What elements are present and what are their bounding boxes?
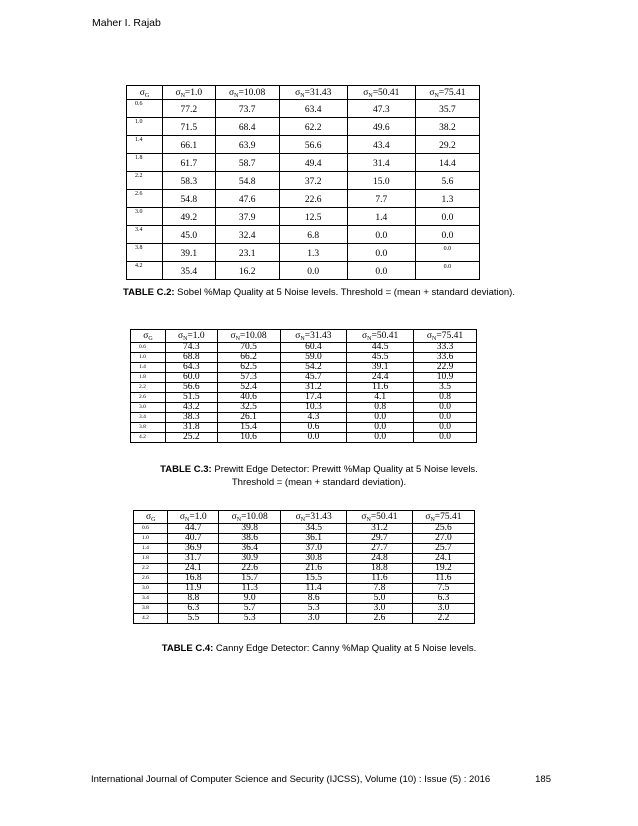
sigma-g-cell: 3.0 (127, 208, 163, 226)
table-cell: 0.0 (347, 423, 414, 433)
table-row (131, 353, 477, 363)
table-cell: 24.1 (168, 564, 219, 574)
table-cell: 54.8 (215, 172, 279, 190)
table-row (127, 244, 480, 262)
table-row (134, 574, 475, 584)
table-cell: 0.0 (347, 244, 415, 262)
sigma-g-cell: 2.2 (131, 383, 166, 393)
table-cell: 4.1 (347, 393, 414, 403)
table-cell: 10.6 (217, 433, 280, 443)
column-header: $\sigma_N=1.0$ (163, 86, 216, 100)
table-cell: 14.4 (415, 154, 479, 172)
table-row (134, 594, 475, 604)
table-cell: 0.0 (415, 244, 479, 262)
sigma-g-cell: 2.2 (127, 172, 163, 190)
column-header: $\sigma_G$ (131, 330, 166, 343)
table-cell: 34.5 (281, 524, 347, 534)
table-cell: 0.8 (347, 403, 414, 413)
table-cell: 64.3 (166, 363, 218, 373)
table-cell: 31.2 (347, 524, 413, 534)
column-header: $\sigma_G$ (127, 86, 163, 100)
column-header: $\sigma_N=1.0$ (168, 511, 219, 524)
table-cell: 71.5 (163, 118, 216, 136)
table-row (127, 154, 480, 172)
table-cell: 22.9 (414, 363, 477, 373)
table-cell: 5.7 (219, 604, 281, 614)
column-header: $\sigma_N=10.08$ (217, 330, 280, 343)
column-header: $\sigma_G$ (134, 511, 168, 524)
sigma-g-cell: 1.0 (134, 534, 168, 544)
table-cell: 0.0 (414, 423, 477, 433)
table-cell: 70.5 (217, 343, 280, 353)
table-cell: 49.2 (163, 208, 216, 226)
table-cell: 45.0 (163, 226, 216, 244)
sigma-g-cell: 4.2 (131, 433, 166, 443)
sigma-g-cell: 3.4 (131, 413, 166, 423)
table-cell: 66.1 (163, 136, 216, 154)
table-cell: 24.4 (347, 373, 414, 383)
table-row (131, 413, 477, 423)
table-row (131, 363, 477, 373)
sigma-g-cell: 1.4 (131, 363, 166, 373)
table-row (134, 554, 475, 564)
table-cell: 0.0 (280, 433, 347, 443)
table-cell: 0.0 (347, 413, 414, 423)
table-cell: 38.2 (415, 118, 479, 136)
table-cell: 43.2 (166, 403, 218, 413)
table-cell: 61.7 (163, 154, 216, 172)
table-cell: 27.7 (347, 544, 413, 554)
table-row (131, 343, 477, 353)
table-cell: 11.4 (281, 584, 347, 594)
table-row (134, 524, 475, 534)
table-cell: 0.8 (414, 393, 477, 403)
table-cell: 22.6 (279, 190, 347, 208)
sigma-g-cell: 1.0 (131, 353, 166, 363)
table-row (127, 208, 480, 226)
table-cell: 30.8 (281, 554, 347, 564)
table-row (127, 226, 480, 244)
table-cell: 31.4 (347, 154, 415, 172)
table-cell: 0.0 (414, 403, 477, 413)
column-header: $\sigma_N=10.08$ (215, 86, 279, 100)
table-cell: 25.2 (166, 433, 218, 443)
table-cell: 25.6 (412, 524, 474, 534)
table-cell: 40.7 (168, 534, 219, 544)
table-row (131, 423, 477, 433)
table-cell: 9.0 (219, 594, 281, 604)
table-cell: 0.0 (414, 433, 477, 443)
table-header-row (134, 511, 475, 524)
table-cell: 47.6 (215, 190, 279, 208)
table-cell: 62.5 (217, 363, 280, 373)
table-cell: 23.1 (215, 244, 279, 262)
table-row (134, 564, 475, 574)
table-cell: 59.0 (280, 353, 347, 363)
sigma-g-cell: 1.8 (131, 373, 166, 383)
column-header: $\sigma_N=50.41$ (347, 330, 414, 343)
table-cell: 45.7 (280, 373, 347, 383)
sigma-g-cell: 1.4 (127, 136, 163, 154)
table-cell: 11.6 (412, 574, 474, 584)
table-cell: 19.2 (412, 564, 474, 574)
sigma-g-cell: 2.2 (134, 564, 168, 574)
sigma-g-cell: 0.6 (131, 343, 166, 353)
table-cell: 39.1 (347, 363, 414, 373)
column-header: $\sigma_N=75.41$ (412, 511, 474, 524)
column-header: $\sigma_N=31.43$ (281, 511, 347, 524)
column-header: $\sigma_N=75.41$ (414, 330, 477, 343)
table-cell: 36.9 (168, 544, 219, 554)
table-cell: 12.5 (279, 208, 347, 226)
table-row (131, 403, 477, 413)
table-cell: 0.0 (347, 226, 415, 244)
table-cell: 31.2 (280, 383, 347, 393)
table-row (131, 393, 477, 403)
table-cell: 29.7 (347, 534, 413, 544)
table-cell: 68.8 (166, 353, 218, 363)
page-footer (91, 774, 551, 785)
table-cell: 40.6 (217, 393, 280, 403)
table-row (134, 584, 475, 594)
table-cell: 44.7 (168, 524, 219, 534)
table-cell: 66.2 (217, 353, 280, 363)
table-cell: 0.6 (280, 423, 347, 433)
sigma-g-cell: 2.6 (131, 393, 166, 403)
table-cell: 54.2 (280, 363, 347, 373)
table-cell: 38.6 (219, 534, 281, 544)
table-cell: 52.4 (217, 383, 280, 393)
table-cell: 27.0 (412, 534, 474, 544)
table-cell: 5.5 (168, 614, 219, 624)
table-cell: 49.6 (347, 118, 415, 136)
table-cell: 49.4 (279, 154, 347, 172)
table-row (127, 136, 480, 154)
table-cell: 0.0 (279, 262, 347, 280)
column-header: $\sigma_N=50.41$ (347, 86, 415, 100)
table-cell: 0.0 (415, 226, 479, 244)
footer-journal: International Journal of Computer Science and Security (IJCSS), Volume (10) : Issue (5) : 2016 (91, 774, 491, 785)
table-cell: 5.0 (347, 594, 413, 604)
table-cell: 31.7 (168, 554, 219, 564)
table-row (127, 118, 480, 136)
table-cell: 39.8 (219, 524, 281, 534)
table-cell: 36.1 (281, 534, 347, 544)
sigma-g-cell: 3.4 (134, 594, 168, 604)
table-cell: 4.3 (280, 413, 347, 423)
sigma-g-cell: 1.8 (134, 554, 168, 564)
table-cell: 74.3 (166, 343, 218, 353)
table-cell: 8.6 (281, 594, 347, 604)
sigma-g-cell: 3.8 (134, 604, 168, 614)
table-cell: 58.3 (163, 172, 216, 190)
table-header-row (127, 86, 480, 100)
table-row (127, 172, 480, 190)
table-cell: 32.4 (215, 226, 279, 244)
table-cell: 32.5 (217, 403, 280, 413)
table-c4 (133, 510, 475, 624)
table-cell: 5.3 (219, 614, 281, 624)
sigma-g-cell: 1.0 (127, 118, 163, 136)
table-c2-caption: TABLE C.2: Sobel %Map Quality at 5 Noise levels. Threshold = (mean + standard deviation). (123, 287, 515, 298)
table-cell: 6.3 (412, 594, 474, 604)
sigma-g-cell: 0.6 (134, 524, 168, 534)
table-row (134, 614, 475, 624)
table-cell: 3.0 (347, 604, 413, 614)
table-cell: 57.3 (217, 373, 280, 383)
table-cell: 6.8 (279, 226, 347, 244)
table-cell: 37.0 (281, 544, 347, 554)
table-cell: 68.4 (215, 118, 279, 136)
table-cell: 11.9 (168, 584, 219, 594)
table-cell: 26.1 (217, 413, 280, 423)
table-row (134, 534, 475, 544)
table-cell: 56.6 (166, 383, 218, 393)
table-cell: 2.6 (347, 614, 413, 624)
table-cell: 11.6 (347, 574, 413, 584)
table-cell: 10.3 (280, 403, 347, 413)
table-row (134, 544, 475, 554)
table-c4-caption: TABLE C.4: Canny Edge Detector: Canny %Map Quality at 5 Noise levels. (161, 643, 477, 654)
table-row (131, 383, 477, 393)
table-cell: 33.6 (414, 353, 477, 363)
table-row (131, 373, 477, 383)
table-cell: 0.0 (415, 262, 479, 280)
table-row (127, 100, 480, 118)
table-cell: 2.2 (412, 614, 474, 624)
column-header: $\sigma_N=10.08$ (219, 511, 281, 524)
table-cell: 0.0 (347, 433, 414, 443)
table-cell: 47.3 (347, 100, 415, 118)
table-cell: 15.0 (347, 172, 415, 190)
table-cell: 11.3 (219, 584, 281, 594)
table-cell: 10.9 (414, 373, 477, 383)
table-cell: 77.2 (163, 100, 216, 118)
table-cell: 62.2 (279, 118, 347, 136)
table-c3-caption: TABLE C.3: Prewitt Edge Detector: Prewitt %Map Quality at 5 Noise levels. Threshold = (mean + standard deviation). (160, 464, 478, 488)
sigma-g-cell: 1.4 (134, 544, 168, 554)
table-cell: 7.5 (412, 584, 474, 594)
sigma-g-cell: 4.2 (127, 262, 163, 280)
table-cell: 1.3 (415, 190, 479, 208)
sigma-g-cell: 3.0 (131, 403, 166, 413)
table-cell: 25.7 (412, 544, 474, 554)
table-row (127, 190, 480, 208)
column-header: $\sigma_N=31.43$ (279, 86, 347, 100)
table-cell: 63.4 (279, 100, 347, 118)
sigma-g-cell: 3.8 (127, 244, 163, 262)
table-cell: 11.6 (347, 383, 414, 393)
table-cell: 43.4 (347, 136, 415, 154)
table-row (131, 433, 477, 443)
table-cell: 37.2 (279, 172, 347, 190)
table-cell: 35.7 (415, 100, 479, 118)
table-cell: 8.8 (168, 594, 219, 604)
table-cell: 60.0 (166, 373, 218, 383)
table-cell: 56.6 (279, 136, 347, 154)
table-cell: 0.0 (415, 208, 479, 226)
table-cell: 3.0 (281, 614, 347, 624)
table-cell: 18.8 (347, 564, 413, 574)
table-cell: 39.1 (163, 244, 216, 262)
sigma-g-cell: 0.6 (127, 100, 163, 118)
table-c3 (130, 329, 477, 443)
column-header: $\sigma_N=1.0$ (166, 330, 218, 343)
table-cell: 33.3 (414, 343, 477, 353)
page-number: 185 (535, 774, 551, 785)
table-cell: 1.4 (347, 208, 415, 226)
table-cell: 15.4 (217, 423, 280, 433)
table-cell: 16.8 (168, 574, 219, 584)
table-c2 (126, 85, 480, 280)
table-cell: 58.7 (215, 154, 279, 172)
table-cell: 31.8 (166, 423, 218, 433)
table-cell: 5.6 (415, 172, 479, 190)
sigma-g-cell: 3.0 (134, 584, 168, 594)
table-cell: 36.4 (219, 544, 281, 554)
table-cell: 0.0 (414, 413, 477, 423)
table-cell: 63.9 (215, 136, 279, 154)
table-cell: 73.7 (215, 100, 279, 118)
table-cell: 37.9 (215, 208, 279, 226)
table-cell: 1.3 (279, 244, 347, 262)
table-cell: 15.7 (219, 574, 281, 584)
table-cell: 6.3 (168, 604, 219, 614)
table-cell: 21.6 (281, 564, 347, 574)
table-cell: 0.0 (347, 262, 415, 280)
table-cell: 38.3 (166, 413, 218, 423)
table-cell: 35.4 (163, 262, 216, 280)
table-cell: 22.6 (219, 564, 281, 574)
sigma-g-cell: 4.2 (134, 614, 168, 624)
table-cell: 45.5 (347, 353, 414, 363)
table-cell: 16.2 (215, 262, 279, 280)
sigma-g-cell: 3.4 (127, 226, 163, 244)
table-cell: 44.5 (347, 343, 414, 353)
column-header: $\sigma_N=75.41$ (415, 86, 479, 100)
table-cell: 30.9 (219, 554, 281, 564)
table-cell: 51.5 (166, 393, 218, 403)
table-cell: 3.0 (412, 604, 474, 614)
table-row (127, 262, 480, 280)
table-cell: 7.7 (347, 190, 415, 208)
running-header-author: Maher I. Rajab (92, 17, 161, 29)
table-cell: 24.8 (347, 554, 413, 564)
sigma-g-cell: 2.6 (134, 574, 168, 584)
table-cell: 5.3 (281, 604, 347, 614)
column-header: $\sigma_N=31.43$ (280, 330, 347, 343)
table-cell: 24.1 (412, 554, 474, 564)
table-cell: 54.8 (163, 190, 216, 208)
table-cell: 17.4 (280, 393, 347, 403)
table-cell: 3.5 (414, 383, 477, 393)
sigma-g-cell: 3.8 (131, 423, 166, 433)
table-cell: 15.5 (281, 574, 347, 584)
table-cell: 60.4 (280, 343, 347, 353)
column-header: $\sigma_N=50.41$ (347, 511, 413, 524)
table-header-row (131, 330, 477, 343)
sigma-g-cell: 1.8 (127, 154, 163, 172)
table-cell: 29.2 (415, 136, 479, 154)
sigma-g-cell: 2.6 (127, 190, 163, 208)
table-cell: 7.8 (347, 584, 413, 594)
table-row (134, 604, 475, 614)
